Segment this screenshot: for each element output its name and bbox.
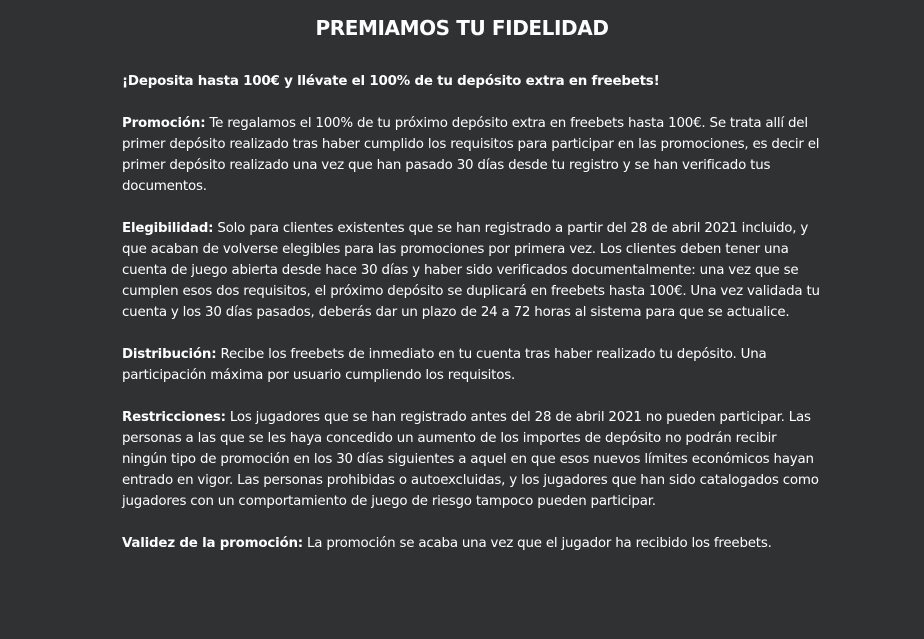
section-label: Promoción: xyxy=(122,116,206,131)
page-title: PREMIAMOS TU FIDELIDAD xyxy=(315,16,609,40)
promo-content xyxy=(122,71,822,575)
section-distribucion xyxy=(122,344,822,386)
section-elegibilidad xyxy=(122,218,822,323)
section-text: La promoción se acaba una vez que el jugador ha recibido los freebets. xyxy=(302,536,772,551)
section-text: Te regalamos el 100% de tu próximo depósito extra en freebets hasta 100€. Se trata allí del primer depósito realizado tras haber cumplido los requisitos para participar en las promociones, es decir el primer depósito realizado una vez que han pasado 30 días desde tu registro y se han verificado tus documentos. xyxy=(122,116,820,194)
section-restricciones xyxy=(122,407,822,512)
section-text: Solo para clientes existentes que se han registrado a partir del 28 de abril 2021 incluido, y que acaban de volverse elegibles para las promociones por primera vez. Los clientes deben tener una cuenta de juego abierta desde hace 30 días y haber sido verificados documentalmente: una vez que se cumplen esos dos requisitos, el próximo depósito se duplicará en freebets hasta 100€. Una vez validada tu cuenta y los 30 días pasados, deberás dar un plazo de 24 a 72 horas al sistema para que se actualice. xyxy=(122,221,820,320)
promo-intro: ¡Deposita hasta 100€ y llévate el 100% de tu depósito extra en freebets! xyxy=(122,74,660,89)
section-label: Validez de la promoción: xyxy=(122,536,303,551)
section-label: Elegibilidad: xyxy=(122,221,214,236)
section-text: Recibe los freebets de inmediato en tu cuenta tras haber realizado tu depósito. Una participación máxima por usuario cumpliendo los requisitos. xyxy=(122,347,767,383)
section-promocion xyxy=(122,113,822,197)
section-validez xyxy=(122,533,822,554)
section-label: Distribución: xyxy=(122,347,217,362)
section-label: Restricciones: xyxy=(122,410,226,425)
section-text: Los jugadores que se han registrado antes del 28 de abril 2021 no pueden participar. Las personas a las que se les haya concedido un aumento de los importes de depósito no podrán recibir ningún tipo de promoción en los 30 días siguientes a aquel en que esos nuevos límites económicos hayan entrado en vigor. Las personas prohibidas o autoexcluidas, y los jugadores que han sido catalogados como jugadores con un comportamiento de juego de riesgo tampoco pueden participar. xyxy=(122,410,819,509)
